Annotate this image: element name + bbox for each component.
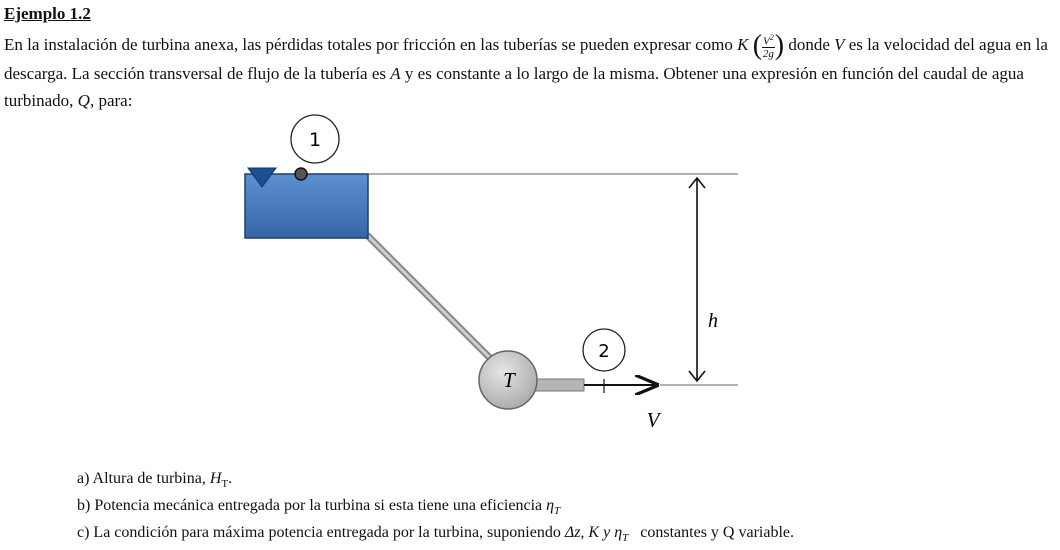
question-a [77, 468, 794, 495]
point-1-dot [295, 168, 307, 180]
example-title: Ejemplo 1.2 [4, 4, 91, 23]
discharge-pipe [530, 379, 584, 391]
point-1-label: 1 [308, 129, 322, 151]
var-A: A [390, 64, 401, 84]
sub-T-a: T [221, 478, 229, 491]
frac-numerator: V [763, 35, 770, 48]
paren-close: ) [774, 30, 785, 62]
question-b-text: b) Potencia mecánica entregada por la turbina si esta tiene una eficiencia [77, 497, 547, 515]
point-2-label: 2 [598, 341, 610, 362]
question-list [77, 468, 794, 550]
question-a-text: a) Altura de turbina, [77, 470, 210, 487]
var-K: K [737, 35, 749, 54]
var-H: H [209, 470, 222, 487]
statement-part-5: , para: [89, 91, 133, 111]
question-c-text: c) La condición para máxima potencia entregada por la turbina, suponiendo [77, 524, 565, 542]
sub-T-b: T [554, 505, 561, 518]
question-c [77, 522, 794, 549]
var-Q: Q [77, 91, 90, 111]
question-a-end: . [228, 470, 233, 487]
statement-part-3: es la velocidad del agua en la descarga. La sección transversal de flujo de la tubería es [4, 35, 1048, 84]
question-c-end: constantes y Q variable. [628, 524, 794, 542]
var-eta-b: η [546, 497, 555, 515]
height-label: h [708, 310, 718, 332]
paren-open: ( [752, 30, 763, 62]
statement-part-2: donde [788, 35, 830, 54]
velocity-label: V [646, 408, 660, 432]
turbine-label: T [503, 368, 515, 392]
question-b [77, 495, 794, 522]
var-eta-c: η [614, 524, 623, 542]
var-V: V [834, 35, 845, 54]
frac-denominator: 2g [762, 48, 774, 61]
statement-part-1: En la instalación de turbina anexa, las pérdidas totales por fricción en las tuberías se pueden expresar como [4, 35, 733, 54]
sub-T-c: T [622, 532, 629, 545]
math-dz-K: Δz, K y [564, 524, 615, 542]
frac-exponent: 2 [769, 32, 774, 42]
statement-part-4: y es constante a lo largo de la misma. Obtener una expresión en función del caudal de agua turbinado, [4, 64, 1024, 111]
